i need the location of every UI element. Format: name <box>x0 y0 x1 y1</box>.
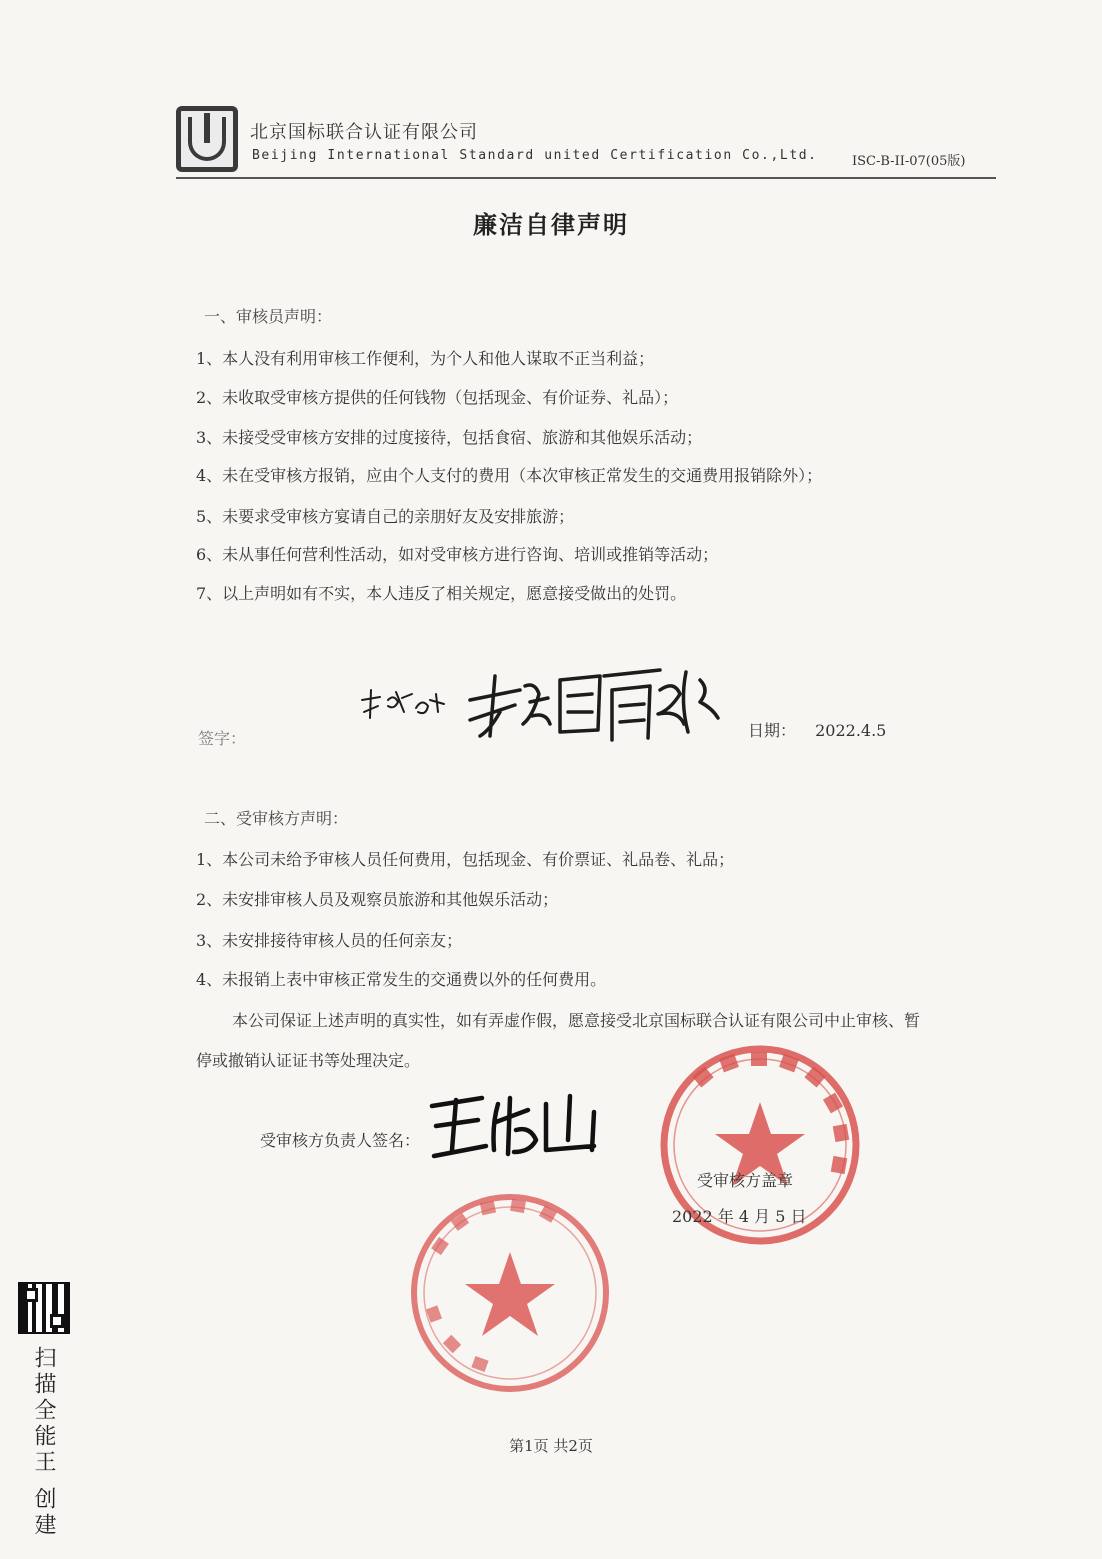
auditor-item: 3、未接受受审核方安排的过度接待，包括食宿、旅游和其他娱乐活动； <box>196 428 703 447</box>
auditee-item: 1、本公司未给予审核人员任何费用，包括现金、有价票证、礼品卷、礼品； <box>196 850 735 869</box>
auditor-item: 5、未要求受审核方宴请自己的亲朋好友及安排旅游； <box>196 507 575 526</box>
guarantee-line-1: 本公司保证上述声明的真实性，如有弄虚作假，愿意接受北京国标联合认证有限公司中止审核、暂 <box>232 1011 921 1030</box>
responsible-sign-label: 受审核方负责人签名： <box>260 1131 421 1150</box>
auditee-section-heading: 二、受审核方声明： <box>204 809 349 828</box>
auditee-date: 2022 年 4 月 5 日 <box>672 1207 807 1226</box>
sign-label: 签字： <box>198 729 247 748</box>
qr-code-icon <box>18 1282 70 1334</box>
page-number: 第1页 共2页 <box>509 1437 593 1455</box>
page-title: 廉洁自律声明 <box>473 211 629 239</box>
auditee-item: 4、未报销上表中审核正常发生的交通费以外的任何费用。 <box>196 970 607 989</box>
auditor-item: 7、以上声明如有不实，本人违反了相关规定，愿意接受做出的处罚。 <box>196 584 687 603</box>
auditee-item: 3、未安排接待审核人员的任何亲友； <box>196 931 463 950</box>
date-label: 日期： <box>748 721 797 740</box>
seal-label: 受审核方盖章 <box>697 1171 794 1190</box>
auditor-item: 2、未收取受审核方提供的任何钱物（包括现金、有价证券、礼品）； <box>196 388 679 407</box>
auditor-item: 6、未从事任何营利性活动，如对受审核方进行咨询、培训或推销等活动； <box>196 545 719 564</box>
auditor-item: 1、本人没有利用审核工作便利，为个人和他人谋取不正当利益； <box>196 349 655 368</box>
document-code: ISC-B-II-07(05版) <box>852 154 966 169</box>
auditee-item: 2、未安排审核人员及观察员旅游和其他娱乐活动； <box>196 890 559 909</box>
auditor-section-heading: 一、审核员声明： <box>204 307 333 326</box>
guarantee-line-2: 停或撤销认证证书等处理决定。 <box>196 1051 421 1070</box>
company-name-cn: 北京国标联合认证有限公司 <box>250 122 478 143</box>
auditor-item: 4、未在受审核方报销，应由个人支付的费用（本次审核正常发生的交通费用报销除外）； <box>196 466 823 485</box>
date-value: 2022.4.5 <box>815 721 887 740</box>
company-name-en: Beijing International Standard united Certification Co.,Ltd. <box>252 148 818 163</box>
scanner-watermark: 扫描全能王 创建 <box>31 1346 56 1539</box>
